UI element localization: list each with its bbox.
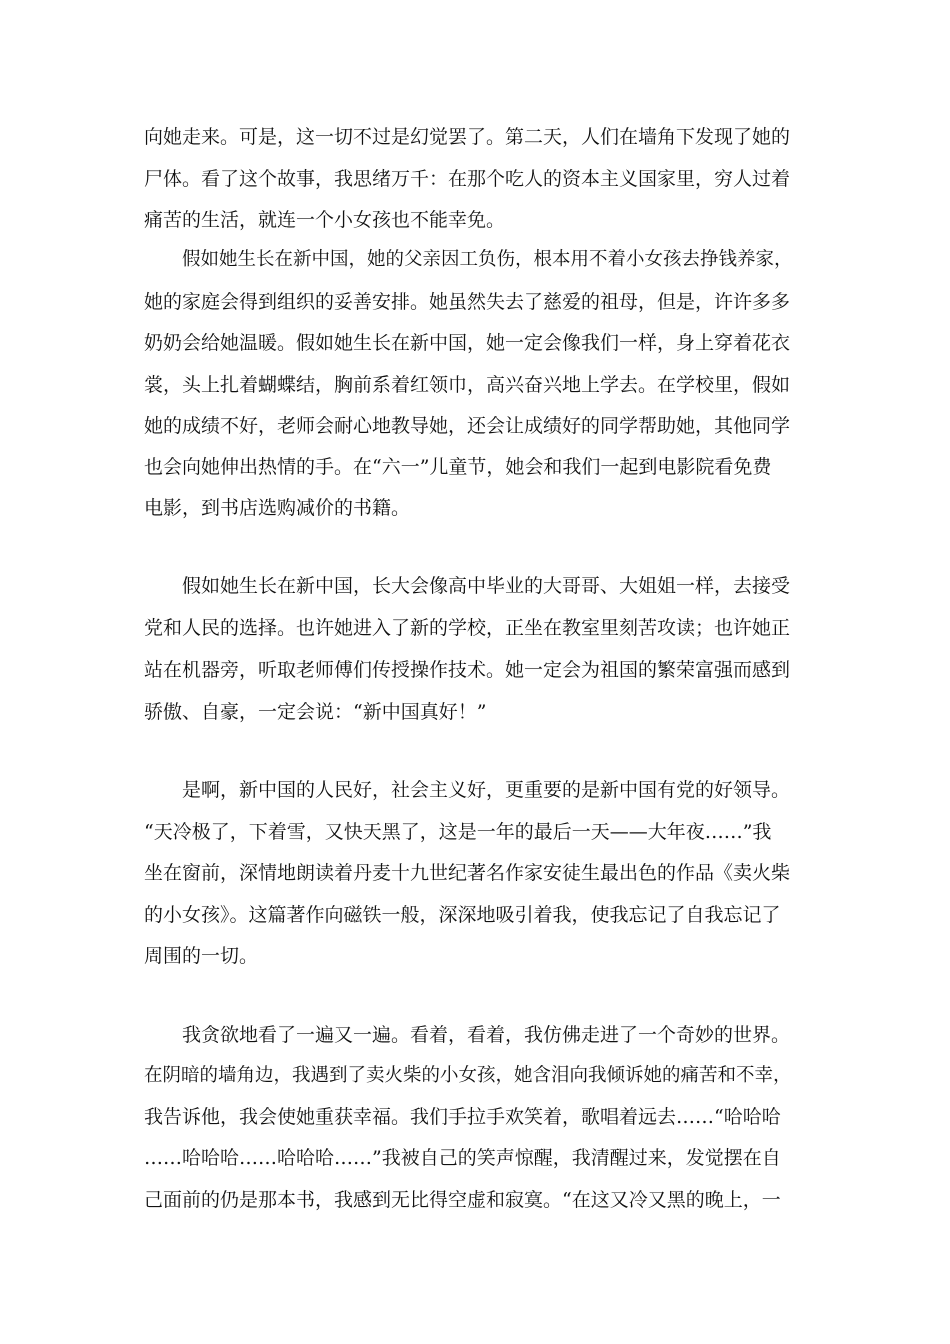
text-line: 她的家庭会得到组织的妥善安排。她虽然失去了慈爱的祖母，但是，许许多多: [144, 291, 791, 313]
text-line: ……哈哈哈……哈哈哈……”我被自己的笑声惊醒，我清醒过来，发觉摆在自: [144, 1147, 781, 1169]
text-line: 己面前的仍是那本书，我感到无比得空虚和寂寞。“在这又冷又黑的晚上，一: [144, 1189, 781, 1211]
text-line: 站在机器旁，听取老师傅们传授操作技术。她一定会为祖国的繁荣富强而感到: [144, 659, 791, 681]
paragraph-first-line: 我贪欲地看了一遍又一遍。看着，看着，我仿佛走进了一个奇妙的世界。: [182, 1024, 791, 1046]
text-line: 党和人民的选择。也许她进入了新的学校，正坐在教室里刻苦攻读；也许她正: [144, 617, 791, 639]
text-line: 骄傲、自豪，一定会说：“新中国真好！”: [144, 701, 487, 723]
paragraph-first-line: 假如她生长在新中国，长大会像高中毕业的大哥哥、大姐姐一样，去接受: [182, 575, 791, 597]
text-line: 我告诉他，我会使她重获幸福。我们手拉手欢笑着，歌唱着远去……“哈哈哈: [144, 1106, 781, 1128]
text-line: “天冷极了，下着雪，又快天黑了，这是一年的最后一天——大年夜……”我: [144, 821, 772, 843]
text-line: 的小女孩》。这篇著作向磁铁一般，深深地吸引着我，使我忘记了自我忘记了: [144, 904, 781, 926]
text-line: 她的成绩不好，老师会耐心地教导她，还会让成绩好的同学帮助她，其他同学: [144, 415, 791, 437]
text-line: 周围的一切。: [144, 945, 259, 967]
text-line: 痛苦的生活，就连一个小女孩也不能幸免。: [144, 209, 506, 231]
paragraph-first-line: 假如她生长在新中国，她的父亲因工负伤，根本用不着小女孩去挣钱养家，: [182, 249, 793, 270]
text-line: 裳，头上扎着蝴蝶结，胸前系着红领巾，高兴奋兴地上学去。在学校里，假如: [144, 374, 791, 396]
text-line: 尸体。看了这个故事，我思绪万千：在那个吃人的资本主义国家里，穷人过着: [144, 168, 791, 190]
text-line: 奶奶会给她温暖。假如她生长在新中国，她一定会像我们一样，身上穿着花衣: [144, 332, 791, 354]
text-line: 在阴暗的墙角边，我遇到了卖火柴的小女孩，她含泪向我倾诉她的痛苦和不幸，: [144, 1065, 792, 1086]
text-line: 坐在窗前，深情地朗读着丹麦十九世纪著名作家安徒生最出色的作品《卖火柴: [144, 862, 791, 884]
paragraph-first-line: 是啊，新中国的人民好，社会主义好，更重要的是新中国有党的好领导。: [182, 779, 791, 801]
text-line: 也会向她伸出热情的手。在“六一”儿童节，她会和我们一起到电影院看免费: [144, 456, 772, 478]
text-line: 向她走来。可是，这一切不过是幻觉罢了。第二天，人们在墙角下发现了她的: [144, 126, 791, 148]
text-line: 电影，到书店选购减价的书籍。: [144, 497, 411, 519]
